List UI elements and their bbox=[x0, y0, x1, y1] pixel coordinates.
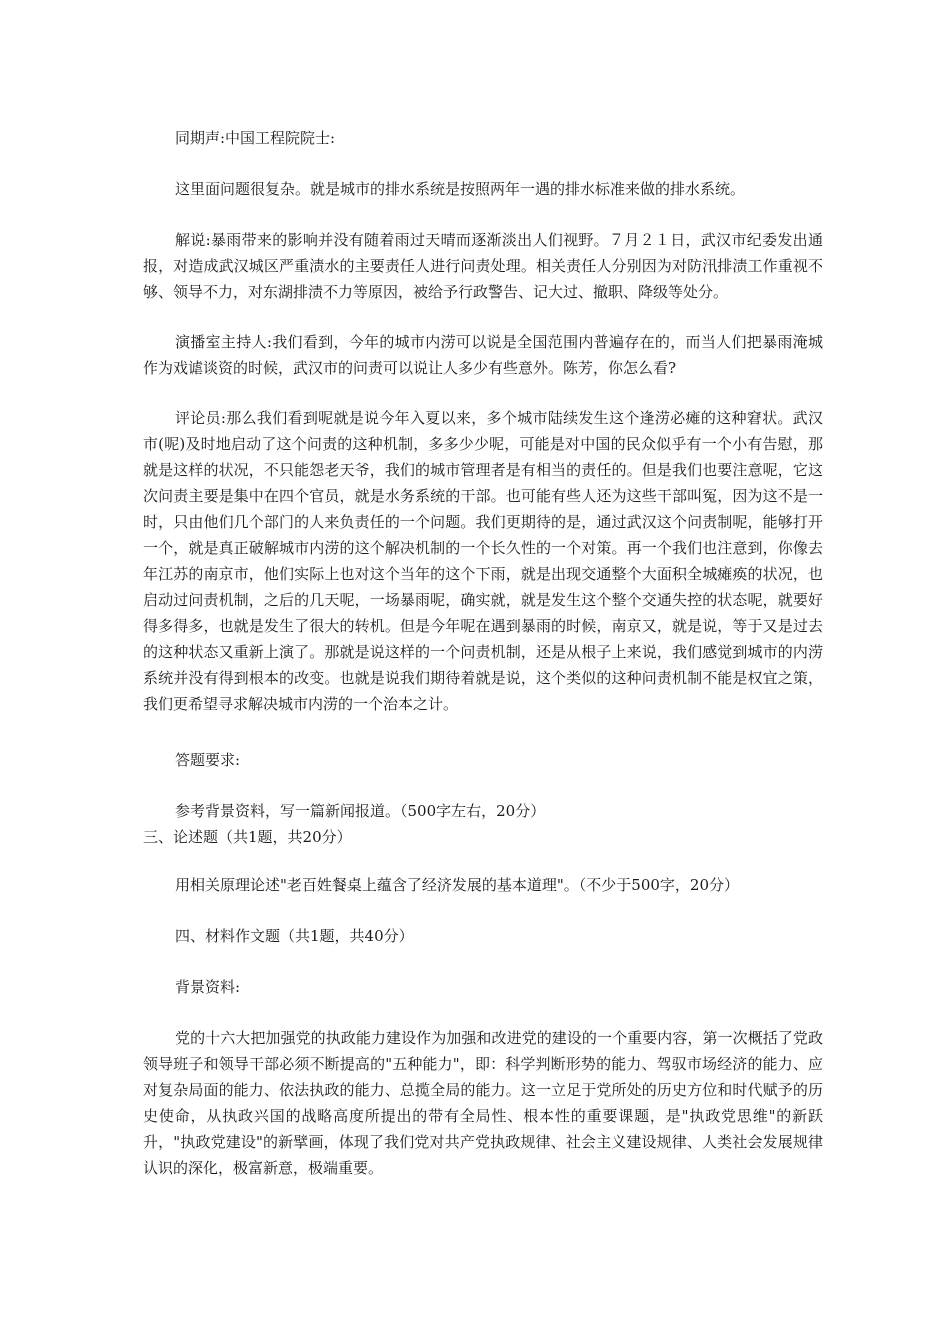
section-heading-essay: 三、论述题（共1题，共20分） bbox=[143, 828, 352, 846]
paragraph-background-material: 党的十六大把加强党的执政能力建设作为加强和改进党的建设的一个重要内容，第一次概括了党政领导班子和领导干部必须不断提高的"五种能力"，即：科学判断形势的能力、驾驭市场经济的能力、应对复杂局面的能力、依法执政的能力、总揽全局的能力。这一立足于党所处的历史方位和时代赋予的历史使命，从执政兴国的战略高度所提出的带有全局性、根本性的重要课题，是"执政党思维"的新跃升，"执政党建设"的新擘画，体现了我们党对共产党执政规律、社会主义建设规律、人类社会发展规律认识的深化，极富新意，极端重要。 bbox=[143, 1029, 823, 1177]
paragraph-commentator: 评论员:那么我们看到呢就是说今年入夏以来，多个城市陆续发生这个逢涝必瘫的这种窘状。武汉市(呢)及时地启动了这个问责的这种机制，多多少少呢，可能是对中国的民众似乎有一个小有告慰，那就是这样的状况，不只能怨老天爷，我们的城市管理者是有相当的责任的。但是我们也要注意呢，它这次问责主要是集中在四个官员，就是水务系统的干部。也可能有些人还为这些干部叫冤，因为这不是一时，只由他们几个部门的人来负责任的一个问题。我们更期待的是，通过武汉这个问责制呢，能够打开一个，就是真正破解城市内涝的这个解决机制的一个长久性的一个对策。再一个我们也注意到，你像去年江苏的南京市，他们实际上也对这个当年的这个下雨，就是出现交通整个大面积全城瘫痪的状况，也启动过问责机制，之后的几天呢，一场暴雨呢，确实就，就是发生这个整个交通失控的状态呢，就要好得多得多，也就是发生了很大的转机。但是今年呢在遇到暴雨的时候，南京又，就是说，等于又是过去的这种状态又重新上演了。那就是说这样的一个问责机制，还是从根子上来说，我们感觉到城市的内涝系统并没有得到根本的改变。也就是说我们期待着就是说，这个类似的这种问责机制不能是权宜之策，我们更希望寻求解决城市内涝的一个治本之计。 bbox=[143, 409, 823, 713]
paragraph-soundbite-speaker: 同期声:中国工程院院士: bbox=[175, 129, 336, 147]
paragraph-background-label: 背景资料: bbox=[175, 978, 241, 996]
paragraph-essay-question: 用相关原理论述"老百姓餐桌上蕴含了经济发展的基本道理"。（不少于500字，20分） bbox=[175, 876, 740, 894]
paragraph-narration: 解说:暴雨带来的影响并没有随着雨过天晴而逐渐淡出人们视野。７月２１日，武汉市纪委发出通报，对造成武汉城区严重渍水的主要责任人进行问责处理。相关责任人分别因为对防汛排渍工作重视不够、领导不力，对东湖排渍不力等原因，被给予行政警告、记大过、撤职、降级等处分。 bbox=[143, 231, 823, 301]
section-heading-material-essay: 四、材料作文题（共1题，共40分） bbox=[175, 927, 414, 945]
paragraph-soundbite-quote: 这里面问题很复杂。就是城市的排水系统是按照两年一遇的排水标准来做的排水系统。 bbox=[175, 180, 746, 198]
paragraph-answer-requirements: 参考背景资料，写一篇新闻报道。（500字左右，20分） bbox=[175, 802, 546, 820]
paragraph-host: 演播室主持人:我们看到，今年的城市内涝可以说是全国范围内普遍存在的，而当人们把暴雨淹城作为戏谑谈资的时候，武汉市的问责可以说让人多少有些意外。陈芳，你怎么看? bbox=[143, 333, 823, 377]
paragraph-answer-requirements-label: 答题要求: bbox=[175, 751, 241, 769]
